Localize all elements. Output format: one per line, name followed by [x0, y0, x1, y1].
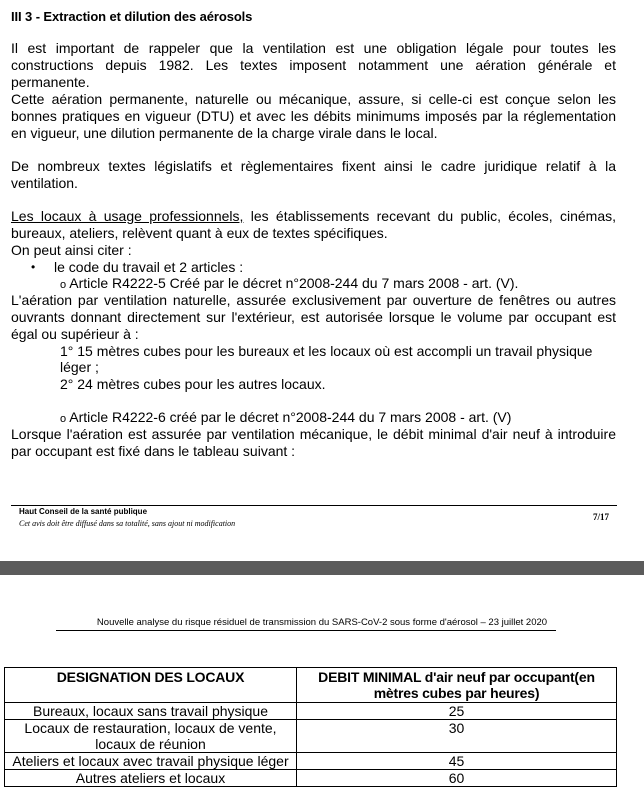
item-24-cubic-meters: 2° 24 mètres cubes pour les autres locaux.	[60, 376, 326, 392]
paragraph-legal-obligation: Il est important de rappeler que la ventilation est une obligation légale pour toutes les constructions depuis 1982. Les textes imposent notamment une aération générale et permanente.	[11, 40, 616, 90]
paragraph-mechanical-ventilation: Lorsque l'aération est assurée par ventilation mécanique, le débit minimal d'air neuf à introduire par occupant est fixé dans le tableau suivant :	[11, 426, 616, 459]
cell-debit: 60	[297, 770, 617, 787]
item-15-cubic-meters: 1° 15 mètres cubes pour les bureaux et les locaux où est accompli un travail physique	[60, 343, 593, 359]
page-number: 7/17	[592, 512, 609, 522]
item-15-continuation: léger ;	[60, 359, 99, 375]
cell-designation: Locaux de restauration, locaux de vente, locaux de réunion	[5, 720, 297, 753]
column-header-min-flow: DEBIT MINIMAL d'air neuf par occupant(en mètres cubes par heures)	[297, 668, 617, 703]
cell-designation: Autres ateliers et locaux	[5, 770, 297, 787]
article-text: Article R4222-5 Créé par le décret n°2008-244 du 7 mars 2008 - art. (V).	[69, 275, 519, 291]
paragraph-citation-intro: On peut ainsi citer :	[11, 242, 132, 258]
paragraph-professional-premises	[11, 208, 616, 242]
circle-bullet-icon: o	[60, 413, 67, 425]
paragraph-permanent-aeration: Cette aération permanente, naturelle ou mécanique, assure, si celle-ci est conçue selon les bonnes pratiques en vigueur (DTU) et avec les débits minimums imposés par la réglementation en vigueur, une dilution permanente de la charge virale dans le local.	[11, 91, 616, 141]
footer-distribution-note: Cet avis doit être diffusé dans sa totalité, sans ajout ni modification	[19, 519, 236, 528]
table-header-row	[5, 668, 617, 703]
document-page-8	[0, 575, 644, 801]
bullet-labour-code: le code du travail et 2 articles :	[54, 259, 244, 275]
running-header: Nouvelle analyse du risque résiduel de transmission du SARS-CoV-2 sous forme d'aérosol – 23 juillet 2020	[96, 617, 548, 628]
footer-organization: Haut Conseil de la santé publique	[19, 507, 148, 516]
page-separator	[0, 561, 644, 575]
cell-debit: 45	[297, 753, 617, 770]
article-text: Article R4222-6 créé par le décret n°2008-244 du 7 mars 2008 - art. (V)	[69, 409, 512, 425]
table-row	[5, 753, 617, 770]
bullet-dot-icon: •	[31, 260, 36, 274]
section-title: III 3 - Extraction et dilution des aérosols	[11, 9, 253, 24]
ventilation-rates-table	[4, 667, 617, 787]
cell-debit: 25	[297, 703, 617, 720]
table-row	[5, 720, 617, 753]
cell-debit: 30	[297, 720, 617, 753]
table-row	[5, 703, 617, 720]
paragraph-natural-ventilation: L'aération par ventilation naturelle, assurée exclusivement par ouverture de fenêtres ou autres ouvrants donnant directement sur l'extérieur, est autorisée lorsque le volume par occupant est égal ou supérieur à :	[11, 292, 616, 342]
paragraph-legal-framework: De nombreux textes législatifs et règlementaires fixent ainsi le cadre juridique relatif à la ventilation.	[11, 158, 616, 191]
circle-bullet-icon: o	[60, 279, 67, 291]
header-divider	[56, 630, 556, 631]
table-row	[5, 770, 617, 787]
cell-designation: Ateliers et locaux avec travail physique léger	[5, 753, 297, 770]
underlined-phrase: Les locaux à usage professionnels,	[11, 208, 244, 224]
footer-divider	[11, 505, 617, 506]
paragraph-text: les établissements recevant du public, écoles, cinémas, bureaux, ateliers, relèvent quant à eux de textes spécifiques.	[11, 208, 616, 241]
cell-designation: Bureaux, locaux sans travail physique	[5, 703, 297, 720]
column-header-designation: DESIGNATION DES LOCAUX	[5, 668, 297, 703]
